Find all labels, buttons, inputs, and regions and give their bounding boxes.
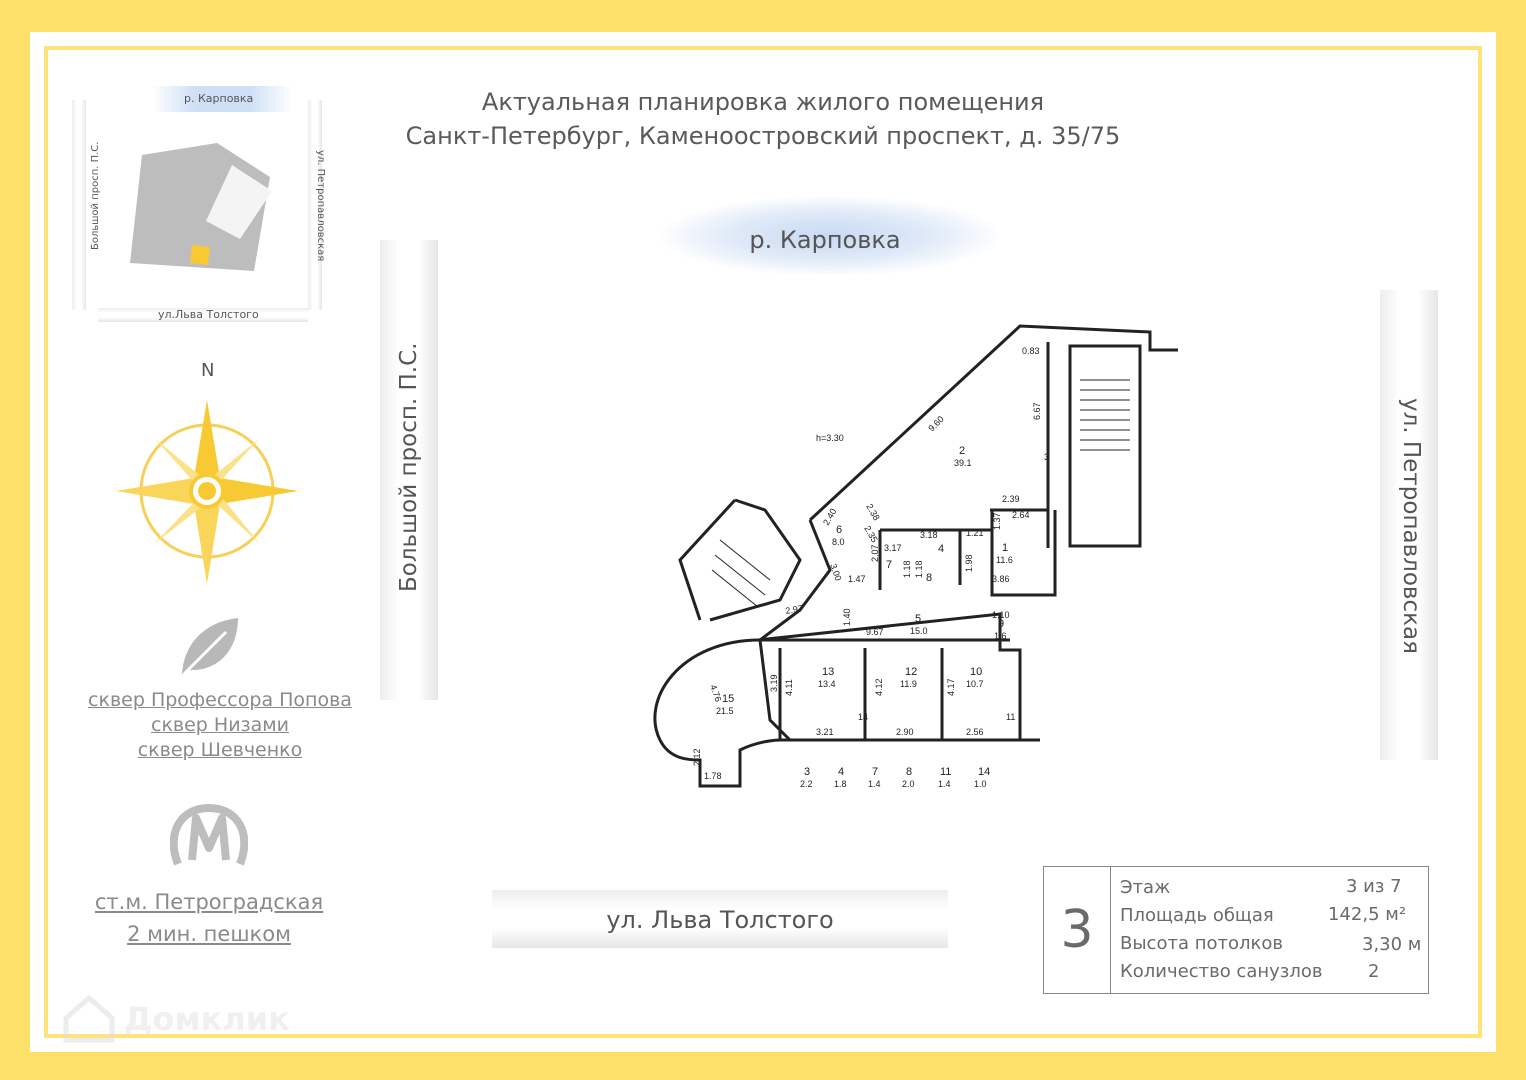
compass-north-label: N [201,360,215,381]
park-item[interactable]: сквер Профессора Попова [88,689,352,711]
minimap-top-street: р. Карповка [184,92,254,105]
street-left-label: Большой просп. П.С. [396,342,422,592]
dimension: 1.40 [842,608,852,626]
room-area: 39.1 [954,458,972,468]
park-item[interactable]: сквер Низами [151,714,289,736]
house-icon [62,994,116,1044]
floor-badge: 3 [1044,867,1111,993]
dimension: 2.40 [821,506,839,527]
domclick-watermark [62,994,290,1044]
room-number: 3 [804,766,811,778]
metro-logo [170,804,248,868]
building-outline [122,135,282,275]
room-number: 4 [838,766,845,778]
park-list [70,688,370,763]
dimension: 3.18 [920,530,938,540]
room-number: 2 [959,445,966,457]
dimension: 9.67 [866,627,884,637]
small-rooms-legend [800,766,990,789]
room-area: 2.2 [800,779,813,789]
street-right-label: ул. Петропавловская [1398,398,1424,654]
room-area: 13.4 [818,679,836,689]
room-number: 9 [998,618,1005,630]
bathrooms-value: 2 [1368,961,1380,982]
location-minimap [72,80,334,330]
dimension: 2.64 [1012,510,1030,520]
room-number: 6 [836,524,843,536]
dimension: 1.18 [914,560,924,578]
floor-label: Этаж [1120,877,1171,898]
room-number: 12 [905,666,918,678]
dimension: 8 [926,572,933,584]
dimension: 1.21 [966,528,984,538]
room-number: 13 [822,666,835,678]
dimension: 1.37 [992,512,1002,530]
dimension: 3.00 [828,562,844,583]
minimap-bottom-street: ул.Льва Толстого [158,308,259,321]
room-area: 1.4 [868,779,881,789]
dimension: 0.83 [1022,346,1040,356]
dimension: 1.78 [704,771,722,781]
room-area: 21.5 [716,706,734,716]
room-number: 11 [940,766,952,778]
header-title-line1: Актуальная планировка жилого помещения [481,88,1045,116]
floor-plan [640,320,1200,810]
dimension: 4.17 [946,678,956,696]
metro-station[interactable]: ст.м. Петроградская [94,890,324,914]
room-area: 8.0 [832,537,845,547]
leaf-icon [178,616,242,678]
room-area: 2.0 [902,779,915,789]
room-area: 11.6 [996,555,1013,565]
room-area: 11.9 [900,679,917,689]
dimension: 2.39 [1002,494,1020,504]
apartment-info-box [1043,866,1429,994]
floor-value: 3 из 7 [1346,876,1402,897]
room-number: 8 [906,766,913,778]
room-area: 1.8 [834,779,847,789]
plan-height-label: h=3.30 [816,433,844,443]
dimension: 4.11 [784,679,794,696]
room-area: 1.0 [974,779,987,789]
room-number: 1 [1002,542,1009,554]
room-number: 15 [722,693,735,705]
room-area: 1.4 [938,779,951,789]
dimension: 2.35 [862,524,880,545]
metro-walk-time: 2 мин. пешком [127,922,291,946]
dimension: 1.10 [992,610,1010,620]
dimension: 2.12 [692,748,702,766]
room-area: 1.6 [994,631,1007,641]
street-top-label: р. Карповка [749,226,901,254]
dimension: 4 [938,543,945,555]
room-number: 10 [970,666,983,678]
header-title-line2: Санкт-Петербург, Каменоостровский проспект, д. 35/75 [405,122,1121,150]
dimension: 2.90 [896,727,914,737]
watermark-text: Домклик [124,1000,290,1038]
room-number: 14 [978,766,991,778]
dimension: 2.97 [784,603,804,616]
ceiling-value: 3,30 м [1362,934,1422,955]
dimension: 2.38 [864,502,882,523]
minimap-left-street: Большой просп. П.С. [90,141,101,250]
dimension: 6.67 [1032,402,1042,420]
dimension: 7 [886,559,893,571]
dimension: 14 [858,712,869,722]
compass-rose-icon [114,398,300,588]
area-value: 142,5 м² [1328,904,1407,925]
ceiling-label: Высота потолков [1120,933,1283,954]
dimension: 1.98 [964,554,974,572]
area-label: Площадь общая [1120,905,1274,926]
room-area: 10.7 [966,679,984,689]
dimension: 1.47 [848,574,866,584]
minimap-right-street: ул. Петропавловская [315,150,326,262]
dimension: 2.07 [870,544,880,562]
room-area: 15.0 [910,626,928,636]
dimension: 9.60 [926,413,946,434]
dimension: 2.56 [966,727,984,737]
dimension: 1.18 [902,560,912,578]
dimension: 3.17 [884,543,902,553]
metro-info [70,886,348,950]
park-item[interactable]: сквер Шевченко [137,739,303,761]
room-number: 7 [872,766,879,778]
bathrooms-label: Количество санузлов [1120,961,1323,982]
dimension: 3.21 [816,727,834,737]
room-number: 5 [915,613,922,625]
dimension: 3 [1044,452,1050,462]
dimension: 4.76 [708,683,724,704]
street-bottom-label: ул. Льва Толстого [606,906,834,934]
dimension: 11 [1006,712,1016,722]
dimension: 3.19 [769,674,779,692]
dimension: 4.12 [874,678,884,696]
dimension: 3.86 [992,574,1010,584]
